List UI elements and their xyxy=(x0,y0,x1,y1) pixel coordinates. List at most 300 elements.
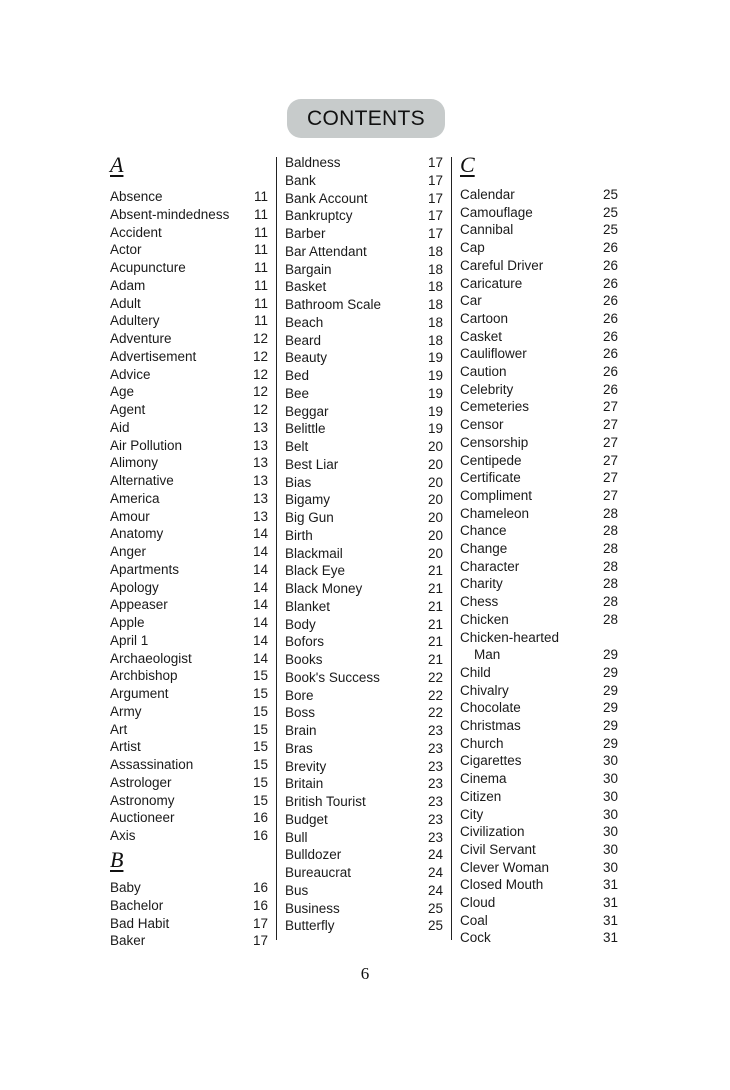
entry-page-number: 11 xyxy=(253,295,268,311)
index-entry xyxy=(110,259,268,277)
entry-term: Character xyxy=(460,558,520,574)
entry-page-number: 22 xyxy=(427,669,443,685)
entry-term: Bar Attendant xyxy=(285,243,367,259)
entry-term: Advice xyxy=(110,366,151,382)
entry-page-number: 15 xyxy=(252,668,268,684)
index-entry xyxy=(460,593,618,611)
entry-page-number: 11 xyxy=(253,277,268,293)
entry-term: Bureaucrat xyxy=(285,865,352,880)
index-entry xyxy=(285,278,443,296)
entry-page-number: 27 xyxy=(602,452,618,468)
entry-term: Body xyxy=(285,616,316,632)
entry-term: Bank Account xyxy=(285,190,368,206)
entry-term: Car xyxy=(460,293,482,309)
entry-page-number: 28 xyxy=(602,505,618,521)
entry-term: Brevity xyxy=(285,758,327,774)
entry-page-number: 19 xyxy=(427,385,443,401)
index-entry xyxy=(285,829,443,847)
entry-page-number: 29 xyxy=(602,647,618,663)
entry-term: Beach xyxy=(285,314,324,330)
entry-term: Adam xyxy=(110,277,146,293)
entry-page-number: 17 xyxy=(427,208,443,224)
index-entry xyxy=(460,575,618,593)
entry-term: Bore xyxy=(285,687,314,703)
entry-page-number: 20 xyxy=(427,456,443,472)
entry-term: Britain xyxy=(285,776,324,792)
entry-page-number: 21 xyxy=(427,634,443,650)
index-entry xyxy=(285,349,443,367)
index-entry xyxy=(110,188,268,206)
index-entry xyxy=(460,221,618,239)
entry-term: Apology xyxy=(110,579,159,595)
index-entry xyxy=(110,667,268,685)
entry-term: Acupuncture xyxy=(110,260,186,275)
entry-page-number: 17 xyxy=(427,226,443,241)
entry-page-number: 31 xyxy=(602,877,618,893)
index-entry xyxy=(110,401,268,419)
index-entry xyxy=(285,616,443,634)
entry-page-number: 15 xyxy=(252,739,268,755)
index-entry xyxy=(460,239,618,257)
entry-term: Cemeteries xyxy=(460,399,530,415)
entry-page-number: 23 xyxy=(427,723,443,738)
entry-page-number: 19 xyxy=(427,421,443,437)
index-entry xyxy=(460,469,618,487)
entry-term: Chameleon xyxy=(460,505,530,521)
entry-page-number: 24 xyxy=(427,882,443,898)
entry-page-number: 28 xyxy=(602,576,618,592)
entry-page-number: 18 xyxy=(427,332,443,348)
entry-page-number: 20 xyxy=(427,474,443,490)
index-entry xyxy=(285,296,443,314)
entry-page-number: 23 xyxy=(427,829,443,845)
index-entry xyxy=(285,385,443,403)
index-entry xyxy=(460,859,618,877)
entry-page-number: 14 xyxy=(252,632,268,648)
entry-page-number: 20 xyxy=(427,492,443,508)
index-entry xyxy=(285,900,443,918)
entry-term: Books xyxy=(285,652,323,667)
entry-term: Assassination xyxy=(110,757,194,772)
entry-term: Christmas xyxy=(460,718,521,733)
section-letter-c: C xyxy=(460,152,475,177)
index-entry xyxy=(285,438,443,456)
entry-page-number: 22 xyxy=(427,687,443,703)
entry-page-number: 24 xyxy=(427,865,443,880)
section-letter-a: A xyxy=(110,152,124,177)
index-entry xyxy=(460,735,618,753)
entry-term: Axis xyxy=(110,828,136,843)
entry-page-number: 11 xyxy=(253,242,268,258)
entry-term: Actor xyxy=(110,242,142,258)
entry-page-number: 31 xyxy=(602,895,618,910)
index-entry xyxy=(110,525,268,543)
index-entry xyxy=(110,703,268,721)
entry-term: Agent xyxy=(110,402,146,417)
entry-term: Man xyxy=(474,647,501,663)
index-entry xyxy=(285,332,443,350)
entry-term: Bias xyxy=(285,474,312,490)
index-entry xyxy=(460,416,618,434)
entry-page-number: 15 xyxy=(252,721,268,737)
index-entry xyxy=(110,366,268,384)
entry-term: Censorship xyxy=(460,434,529,450)
entry-page-number: 25 xyxy=(427,918,443,934)
entry-page-number: 27 xyxy=(602,470,618,486)
entry-term: Bank xyxy=(285,172,316,188)
entry-page-number: 11 xyxy=(253,206,268,222)
index-entry xyxy=(110,879,268,897)
index-entry xyxy=(285,190,443,208)
entry-term: Bathroom Scale xyxy=(285,297,382,312)
entry-term: Adult xyxy=(110,295,141,311)
entry-term: Cinema xyxy=(460,771,507,787)
entry-term: Absence xyxy=(110,189,163,204)
entry-term: April 1 xyxy=(110,632,149,648)
index-entry xyxy=(110,330,268,348)
index-entry xyxy=(460,186,618,204)
entry-term: Bee xyxy=(285,385,310,401)
entry-term: Big Gun xyxy=(285,510,334,525)
entry-term: Absent-mindedness xyxy=(110,206,230,222)
entry-term: Chess xyxy=(460,594,499,610)
index-entry xyxy=(460,788,618,806)
entry-page-number: 27 xyxy=(602,399,618,415)
index-entry xyxy=(285,917,443,935)
entry-term: Blanket xyxy=(285,598,331,614)
entry-page-number: 30 xyxy=(602,859,618,875)
index-entry xyxy=(110,454,268,472)
entry-term: Beauty xyxy=(285,350,328,366)
index-entry xyxy=(460,310,618,328)
entry-page-number: 12 xyxy=(252,384,268,400)
column-divider-left xyxy=(276,157,277,940)
entry-page-number: 14 xyxy=(252,650,268,666)
entry-page-number: 12 xyxy=(252,348,268,364)
index-entry xyxy=(460,204,618,222)
index-entry xyxy=(460,452,618,470)
entry-term: Cartoon xyxy=(460,310,509,326)
index-entry xyxy=(110,383,268,401)
entry-page-number: 28 xyxy=(602,611,618,627)
entry-page-number: 17 xyxy=(252,933,268,949)
entry-page-number: 25 xyxy=(602,204,618,220)
entry-term: Apartments xyxy=(110,561,180,577)
entry-term: Belt xyxy=(285,439,309,454)
index-entry xyxy=(285,154,443,172)
entry-term: Anatomy xyxy=(110,526,164,542)
entry-page-number: 25 xyxy=(427,900,443,916)
entry-term: Cannibal xyxy=(460,222,514,238)
entry-page-number: 23 xyxy=(427,811,443,827)
entry-term: Artist xyxy=(110,739,141,755)
entry-page-number: 14 xyxy=(252,579,268,595)
entry-term: Change xyxy=(460,541,508,556)
index-entry xyxy=(285,882,443,900)
index-entry xyxy=(285,491,443,509)
entry-term: Brain xyxy=(285,723,317,738)
index-entry xyxy=(285,367,443,385)
entry-page-number: 13 xyxy=(252,508,268,524)
entry-term: Caution xyxy=(460,364,507,379)
entry-term: Argument xyxy=(110,686,169,701)
index-entry xyxy=(460,806,618,824)
entry-term: Black Money xyxy=(285,581,363,596)
entry-page-number: 13 xyxy=(252,490,268,506)
entry-term: Belittle xyxy=(285,421,326,437)
index-entry xyxy=(285,775,443,793)
index-entry xyxy=(110,312,268,330)
index-entry xyxy=(460,328,618,346)
index-entry xyxy=(110,206,268,224)
index-entry xyxy=(285,509,443,527)
entry-page-number: 15 xyxy=(252,757,268,772)
entry-term: Army xyxy=(110,703,142,719)
index-entry xyxy=(110,224,268,242)
entry-term: Basket xyxy=(285,279,327,295)
entry-term: Beard xyxy=(285,332,322,348)
entry-term: Casket xyxy=(460,328,503,344)
entry-page-number: 17 xyxy=(252,915,268,931)
entry-term: Calendar xyxy=(460,187,515,202)
index-entry xyxy=(110,650,268,668)
entry-page-number: 31 xyxy=(602,912,618,928)
entry-term: Chicken-hearted xyxy=(460,629,560,645)
entry-page-number: 30 xyxy=(602,841,618,857)
entry-page-number: 30 xyxy=(602,806,618,822)
entry-page-number: 12 xyxy=(252,366,268,382)
index-entry xyxy=(110,915,268,933)
index-entry xyxy=(285,225,443,243)
entry-term: Celebrity xyxy=(460,381,514,397)
entry-term: Bed xyxy=(285,368,310,383)
index-entry xyxy=(110,756,268,774)
index-entry xyxy=(285,314,443,332)
entry-term: Citizen xyxy=(460,788,502,804)
index-entry xyxy=(110,721,268,739)
entry-page-number: 27 xyxy=(602,487,618,503)
entry-page-number: 14 xyxy=(252,544,268,559)
index-entry xyxy=(460,275,618,293)
index-entry xyxy=(285,527,443,545)
entry-page-number: 15 xyxy=(252,774,268,790)
index-entry xyxy=(460,752,618,770)
index-entry xyxy=(285,598,443,616)
entry-term: Advertisement xyxy=(110,348,197,364)
entry-term: Aid xyxy=(110,419,130,435)
entry-term: Centipede xyxy=(460,452,522,468)
index-entry xyxy=(460,717,618,735)
index-entry xyxy=(285,261,443,279)
index-entry xyxy=(285,403,443,421)
entry-term: City xyxy=(460,806,484,822)
entry-page-number: 30 xyxy=(602,771,618,787)
index-entry xyxy=(110,419,268,437)
index-entry xyxy=(460,345,618,363)
entry-term: Astrologer xyxy=(110,774,172,790)
entry-term: Age xyxy=(110,384,135,400)
entry-page-number: 26 xyxy=(602,275,618,291)
entry-page-number: 26 xyxy=(602,381,618,397)
entry-term: Air Pollution xyxy=(110,437,183,453)
contents-title: CONTENTS xyxy=(287,99,445,138)
index-entry xyxy=(110,472,268,490)
index-entry xyxy=(460,487,618,505)
entry-page-number: 14 xyxy=(252,561,268,577)
entry-page-number: 21 xyxy=(427,616,443,632)
entry-term: Cock xyxy=(460,930,491,946)
index-entry xyxy=(285,687,443,705)
entry-term: Art xyxy=(110,721,128,737)
index-entry xyxy=(285,545,443,563)
entry-page-number: 13 xyxy=(252,437,268,453)
entry-term: Appeaser xyxy=(110,597,168,613)
index-entry xyxy=(460,540,618,558)
index-entry xyxy=(285,722,443,740)
entry-page-number: 18 xyxy=(427,261,443,277)
entry-term: British Tourist xyxy=(285,794,366,809)
index-entry xyxy=(110,809,268,827)
index-entry xyxy=(285,172,443,190)
entry-term: Astronomy xyxy=(110,792,175,808)
entry-page-number: 26 xyxy=(602,310,618,326)
entry-page-number: 23 xyxy=(427,776,443,792)
entry-term: Birth xyxy=(285,527,313,543)
index-entry xyxy=(460,699,618,717)
index-entry xyxy=(110,614,268,632)
index-entry xyxy=(110,561,268,579)
index-entry xyxy=(460,646,618,664)
index-entry xyxy=(285,704,443,722)
index-entry xyxy=(460,664,618,682)
entry-term: Blackmail xyxy=(285,545,343,561)
entry-page-number: 22 xyxy=(427,705,443,721)
entry-term: Bankruptcy xyxy=(285,208,353,224)
index-entry xyxy=(110,241,268,259)
index-entry xyxy=(460,929,618,947)
column-divider-right xyxy=(451,157,452,940)
entry-page-number: 11 xyxy=(253,189,268,204)
index-entry xyxy=(460,611,618,629)
entry-page-number: 13 xyxy=(252,473,268,488)
index-entry xyxy=(110,792,268,810)
index-entry xyxy=(460,629,618,647)
entry-page-number: 15 xyxy=(252,792,268,808)
entry-page-number: 11 xyxy=(253,313,268,329)
entry-page-number: 26 xyxy=(602,293,618,309)
entry-page-number: 18 xyxy=(427,297,443,312)
entry-term: Archbishop xyxy=(110,668,178,684)
entry-page-number: 21 xyxy=(427,652,443,667)
index-entry xyxy=(285,651,443,669)
entry-term: Chivalry xyxy=(460,682,509,698)
entry-term: Baker xyxy=(110,933,146,949)
entry-page-number: 15 xyxy=(252,703,268,719)
index-entry xyxy=(460,912,618,930)
index-entry xyxy=(285,740,443,758)
entry-term: Bigamy xyxy=(285,492,331,508)
entry-term: Cigarettes xyxy=(460,753,522,769)
entry-term: Camouflage xyxy=(460,204,533,220)
entry-page-number: 12 xyxy=(252,331,268,346)
page-number: 6 xyxy=(360,964,370,983)
entry-term: Adventure xyxy=(110,331,172,346)
entry-page-number: 13 xyxy=(252,419,268,435)
index-entry xyxy=(285,243,443,261)
entry-page-number: 30 xyxy=(602,788,618,804)
entry-page-number: 16 xyxy=(252,880,268,895)
entry-term: Barber xyxy=(285,226,326,241)
entry-page-number: 16 xyxy=(252,897,268,913)
entry-term: Bofors xyxy=(285,634,325,650)
entry-term: Church xyxy=(460,735,504,751)
entry-term: Cloud xyxy=(460,895,496,910)
index-entry xyxy=(460,558,618,576)
entry-page-number: 20 xyxy=(427,545,443,561)
entry-term: Adultery xyxy=(110,313,160,329)
entry-term: Coal xyxy=(460,912,488,928)
index-entry xyxy=(110,827,268,845)
index-entry xyxy=(460,505,618,523)
entry-term: Clever Woman xyxy=(460,859,550,875)
index-entry xyxy=(110,490,268,508)
index-entry xyxy=(110,897,268,915)
entry-term: Charity xyxy=(460,576,503,592)
entry-page-number: 18 xyxy=(427,243,443,259)
entry-page-number: 18 xyxy=(427,279,443,295)
index-entry xyxy=(110,632,268,650)
entry-term: Cap xyxy=(460,240,485,256)
entry-term: Civil Servant xyxy=(460,841,536,857)
index-entry xyxy=(285,207,443,225)
index-entry xyxy=(110,685,268,703)
index-entry xyxy=(460,522,618,540)
entry-page-number: 17 xyxy=(427,172,443,188)
entry-page-number: 30 xyxy=(602,753,618,769)
entry-page-number: 20 xyxy=(427,527,443,543)
entry-term: Caricature xyxy=(460,275,523,291)
entry-page-number: 14 xyxy=(252,597,268,613)
entry-term: Auctioneer xyxy=(110,810,175,826)
index-entry xyxy=(110,508,268,526)
index-entry xyxy=(285,669,443,687)
index-entry xyxy=(285,580,443,598)
entry-page-number: 14 xyxy=(252,615,268,630)
index-entry xyxy=(110,277,268,295)
entry-page-number: 11 xyxy=(253,224,268,240)
entry-page-number: 20 xyxy=(427,439,443,454)
entry-page-number: 27 xyxy=(602,417,618,433)
entry-term: Anger xyxy=(110,544,147,559)
entry-page-number: 23 xyxy=(427,794,443,809)
index-entry xyxy=(285,864,443,882)
entry-page-number: 26 xyxy=(602,364,618,379)
entry-term: Business xyxy=(285,900,340,916)
entry-term: Archaeologist xyxy=(110,650,192,666)
entry-term: Certificate xyxy=(460,470,521,486)
entry-term: Alimony xyxy=(110,455,159,471)
entry-page-number: 19 xyxy=(427,403,443,419)
index-entry xyxy=(285,420,443,438)
entry-term: Black Eye xyxy=(285,563,346,579)
entry-page-number: 18 xyxy=(427,314,443,330)
entry-page-number: 16 xyxy=(252,828,268,843)
index-entry xyxy=(285,758,443,776)
entry-term: Chance xyxy=(460,523,507,539)
index-entry xyxy=(460,292,618,310)
entry-page-number: 17 xyxy=(427,190,443,206)
entry-page-number: 13 xyxy=(252,455,268,471)
